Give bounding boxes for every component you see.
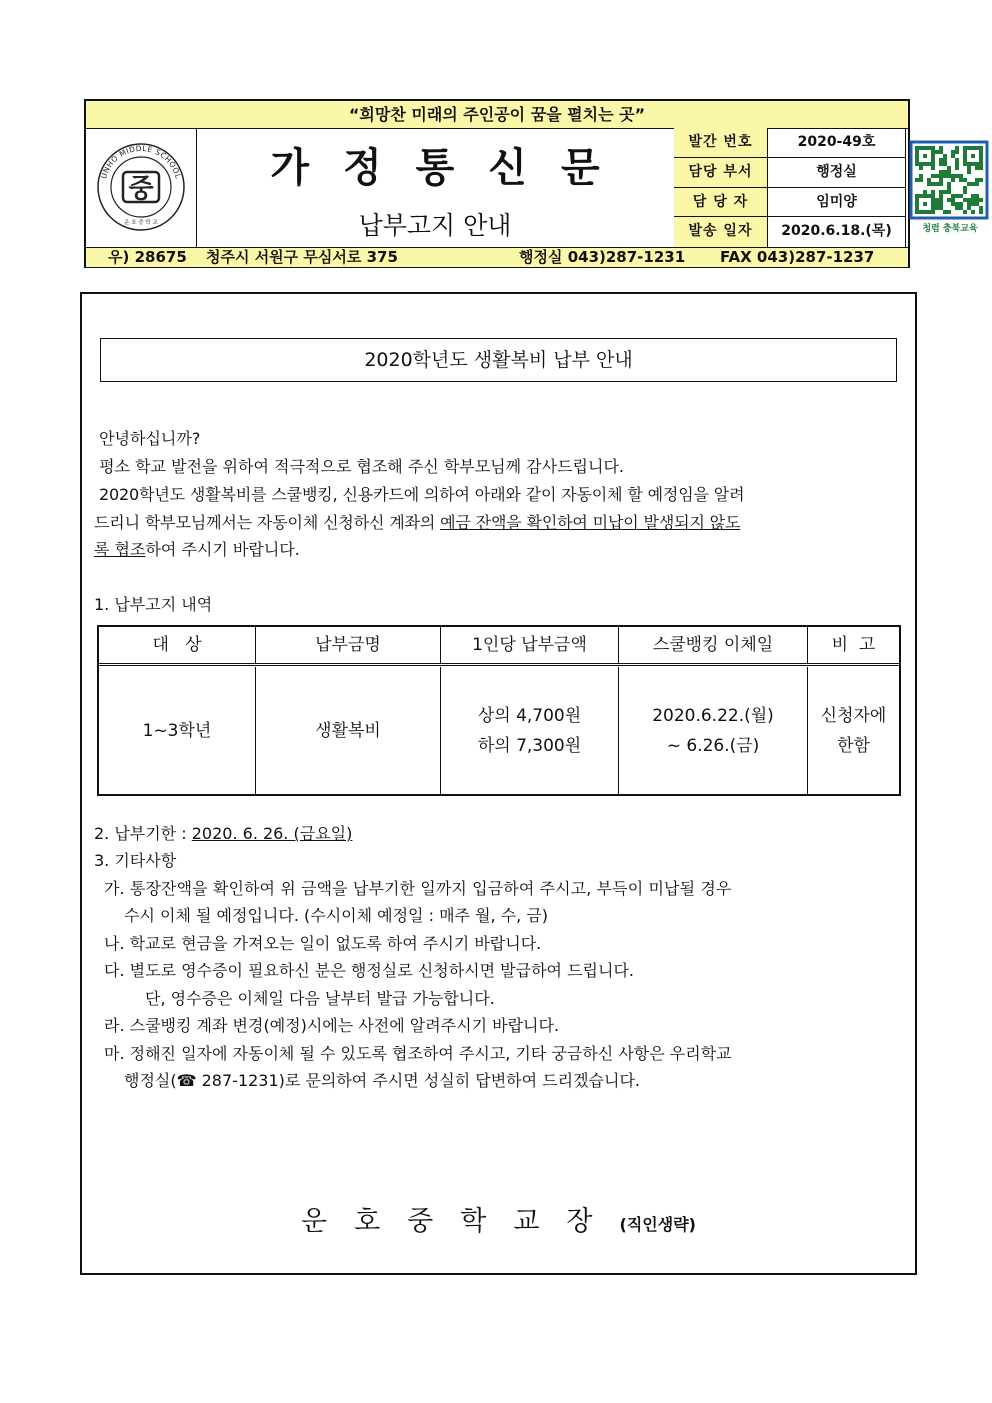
emblem-bottom-text: 운 호 중 학 교 bbox=[124, 220, 158, 226]
list-item: 다. 별도로 영수증이 필요하신 분은 행정실로 신청하시면 발급하여 드립니다. bbox=[104, 961, 634, 980]
signature bbox=[82, 1199, 915, 1238]
letter-body bbox=[80, 292, 917, 1275]
qr-code-cell bbox=[906, 128, 992, 247]
info-row-department bbox=[674, 158, 906, 188]
info-row-date bbox=[674, 217, 906, 247]
office-phone: 행정실 043)287-1231 bbox=[519, 248, 686, 266]
greeting: 안녕하십니까? bbox=[99, 429, 201, 448]
list-item: 라. 스쿨뱅킹 계좌 변경(예정)시에는 사전에 알려주시기 바랍니다. bbox=[104, 1016, 560, 1035]
paragraph-notice-line1: 2020학년도 생활복비를 스쿨뱅킹, 신용카드에 의하여 아래와 같이 자동이체 할 예정임을 알려 bbox=[98, 485, 745, 504]
table-header: 스쿨뱅킹 이체일 bbox=[619, 627, 808, 663]
title-cell bbox=[196, 128, 675, 247]
school-emblem-icon bbox=[86, 128, 196, 247]
table-header-row bbox=[99, 627, 899, 666]
fax-number: FAX 043)287-1237 bbox=[720, 248, 875, 266]
qr-caption: 청렴 충북교육 bbox=[922, 224, 978, 234]
zip-code: 우) 28675 bbox=[108, 248, 187, 266]
qr-code-icon bbox=[906, 128, 992, 220]
address-bar bbox=[86, 247, 908, 267]
table-header: 대 상 bbox=[99, 627, 256, 663]
section-heading-2: 2. 납부기한 : 2020. 6. 26. (금요일) bbox=[94, 824, 353, 843]
info-label: 담당 부서 bbox=[674, 158, 768, 187]
payment-table bbox=[97, 625, 901, 796]
cell-amount: 상의 4,700원 하의 7,300원 bbox=[441, 667, 619, 794]
info-label: 발간 번호 bbox=[674, 128, 768, 157]
table-header: 비 고 bbox=[831, 635, 876, 655]
newsletter-header bbox=[84, 99, 978, 268]
header-middle bbox=[86, 128, 978, 247]
document-title: 2020학년도 생활복비 납부 안내 bbox=[100, 338, 897, 382]
cell-transfer-date: 2020.6.22.(월) ~ 6.26.(금) bbox=[619, 667, 808, 794]
info-label: 담 당 자 bbox=[674, 188, 768, 217]
table-header: 1인당 납부금액 bbox=[441, 627, 619, 663]
newsletter-subtitle: 납부고지 안내 bbox=[358, 211, 512, 240]
info-value: 임미양 bbox=[768, 188, 906, 217]
info-value: 2020-49호 bbox=[768, 128, 906, 157]
list-item-continued: 단, 영수증은 이체일 다음 날부터 발급 가능합니다. bbox=[145, 989, 495, 1008]
emblem-char: 중 bbox=[128, 174, 154, 204]
school-slogan: “희망찬 미래의 주인공이 꿈을 펼치는 곳” bbox=[86, 101, 908, 129]
info-row-person bbox=[674, 188, 906, 218]
cell-target: 1~3학년 bbox=[99, 667, 256, 794]
section-heading-1: 1. 납부고지 내역 bbox=[94, 595, 213, 614]
seal-omitted-note: (직인생략) bbox=[619, 1215, 696, 1234]
paragraph-notice-line2: 드리니 학부모님께서는 자동이체 신청하신 계좌의 예금 잔액을 확인하여 미납이 발생되지 않도 bbox=[94, 513, 741, 532]
issue-info-table bbox=[674, 128, 906, 247]
info-value: 행정실 bbox=[768, 158, 906, 187]
newsletter-title: 가정통신문 bbox=[270, 144, 634, 191]
list-item: 나. 학교로 현금을 가져오는 일이 없도록 하여 주시기 바랍니다. bbox=[104, 934, 542, 953]
info-label: 발송 일자 bbox=[674, 217, 768, 247]
table-header: 납부금명 bbox=[256, 627, 441, 663]
list-item-continued: 행정실(☎ 287-1231)로 문의하여 주시면 성실히 답변하여 드리겠습니다. bbox=[124, 1071, 640, 1090]
cell-item: 생활복비 bbox=[256, 667, 441, 794]
school-logo-cell bbox=[86, 128, 197, 247]
table-row bbox=[99, 667, 899, 794]
info-value: 2020.6.18.(목) bbox=[768, 217, 906, 247]
list-item: 마. 정해진 일자에 자동이체 될 수 있도록 협조하여 주시고, 기타 궁금하신 사항은 우리학교 bbox=[104, 1044, 732, 1063]
paragraph-notice-line3: 록 협조하여 주시기 바랍니다. bbox=[94, 540, 300, 559]
section-heading-3: 3. 기타사항 bbox=[94, 851, 177, 870]
list-item-continued: 수시 이체 될 예정입니다. (수시이체 예정일 : 매주 월, 수, 금) bbox=[124, 906, 549, 925]
cell-note: 신청자에 한함 bbox=[820, 705, 887, 756]
info-row-issue-number bbox=[674, 128, 906, 158]
emblem-ring-text: UNHO MIDDLE SCHOOL bbox=[99, 143, 183, 180]
street-address: 청주시 서원구 무심서로 375 bbox=[206, 248, 398, 266]
paragraph-thanks: 평소 학교 발전을 위하여 적극적으로 협조해 주신 학부모님께 감사드립니다. bbox=[99, 457, 625, 476]
principal-signature: 운호중학교장 bbox=[301, 1206, 620, 1237]
list-item: 가. 통장잔액을 확인하여 위 금액을 납부기한 일까지 입금하여 주시고, 부득이 미납될 경우 bbox=[104, 879, 732, 898]
